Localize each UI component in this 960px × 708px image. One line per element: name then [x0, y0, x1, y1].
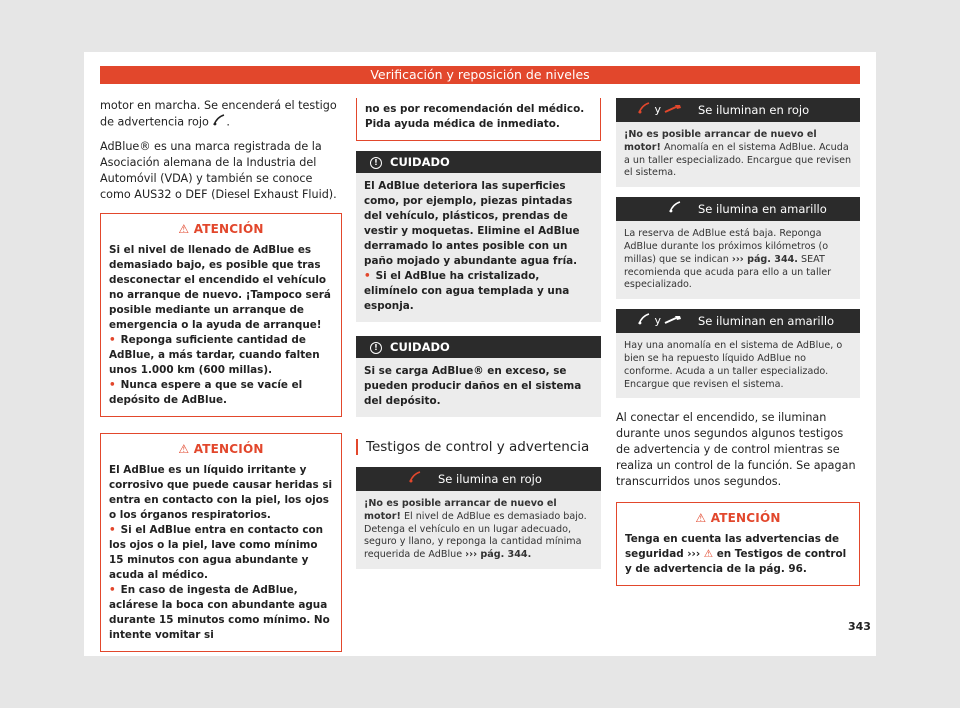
lamp-header: Se ilumina en amarillo: [616, 197, 860, 221]
lamp-header: y Se iluminan en amarillo: [616, 309, 860, 333]
paragraph: Al conectar el encendido, se iluminan durante unos segundos algunos testigos de advertencia y de control mientras se realiza un control de la función. Se apagan transcurridos unos segundos.: [616, 411, 856, 489]
lamp-header: y Se iluminan en rojo: [616, 98, 860, 122]
warning-text: Tenga en cuenta las advertencias de seguridad ››› ⚠ en Testigos de control y de advertencia de la pág. 96.: [625, 533, 847, 576]
caution-bullet: • Si el AdBlue ha cristalizado, elimínelo con agua templada y una esponja.: [364, 269, 593, 314]
caution-box: [356, 336, 601, 417]
column-3: [616, 98, 860, 586]
wrench-red-icon: [664, 98, 682, 122]
warning-bullet: • Nunca espere a que se vacíe el depósito de AdBlue.: [109, 378, 333, 408]
warning-title: ⚠ ATENCIÓN: [695, 511, 781, 526]
warning-icon: ⚠: [695, 511, 707, 526]
lamp-box: y Se iluminan en amarillo Hay una anomalía en el sistema de AdBlue, o bien se ha repuesto líquido AdBlue no conforme. Acuda a un taller especializado. Encargue que revisen el sistema.: [616, 309, 860, 398]
page-header: Verificación y reposición de niveles: [100, 66, 860, 84]
warning-bullet: • Si el AdBlue entra en contacto con los ojos o la piel, lave como mínimo 15 minutos con agua abundante y acuda al médico.: [109, 523, 333, 583]
warning-text: Si el nivel de llenado de AdBlue es demasiado bajo, es posible que tras desconectar el encendido el vehículo no arranque de nuevo. ¡Tampoco será posible mediante un arranque de emergencia o la ayuda de arranque!: [109, 244, 331, 331]
lamp-box: y Se iluminan en rojo ¡No es posible arrancar de nuevo el motor! Anomalía en el sistema AdBlue. Acuda a un taller especializado. Encargue que revisen el sistema.: [616, 98, 860, 187]
lamp-box: Se ilumina en rojo ¡No es posible arrancar de nuevo el motor! El nivel de AdBlue es demasiado bajo. Detenga el vehículo en un lugar adecuado, seguro y llano, y reponga la cantidad mínima requerida de AdBlue ››› pág. 344.: [356, 467, 601, 569]
caution-header: ! CUIDADO: [356, 151, 601, 173]
caution-text: El AdBlue deteriora las superficies como, por ejemplo, piezas pintadas del vehículo, plásticos, prendas de vestir y moquetas. Elimine el AdBlue derramado lo antes posible con un paño mojado y abundante agua fría.: [364, 180, 580, 267]
column-1: [100, 98, 342, 652]
warning-title: ⚠ ATENCIÓN: [178, 442, 264, 456]
wrench-yellow-icon: [664, 309, 682, 333]
warning-box: [100, 433, 342, 652]
warning-title: ⚠ ATENCIÓN: [178, 222, 264, 236]
section-title: Testigos de control y advertencia: [356, 439, 601, 455]
caution-header: ! CUIDADO: [356, 336, 601, 358]
adblue-icon: [212, 114, 226, 131]
paragraph: AdBlue® es una marca registrada de la Asociación alemana de la Industria del Automóvil (VDA) y también se conoce como AUS32 o DEF (Diesel Exhaust Fluid).: [100, 140, 337, 201]
warning-bullet: • En caso de ingesta de AdBlue, aclárese la boca con abundante agua durante 15 minutos como mínimo. No intente vomitar si: [109, 583, 333, 643]
page-number: 343: [848, 620, 871, 633]
warning-icon: ⚠: [703, 548, 714, 561]
info-icon: !: [370, 157, 382, 169]
warning-box: [100, 213, 342, 417]
caution-text: Si se carga AdBlue® en exceso, se pueden producir daños en el sistema del depósito.: [364, 365, 582, 407]
lamp-box: Se ilumina en amarillo La reserva de AdBlue está baja. Reponga AdBlue durante los próximos kilómetros (o millas) que se indican ››› pág. 344. SEAT recomienda que acuda para ello a un taller especializado.: [616, 197, 860, 299]
warning-text: El AdBlue es un líquido irritante y corrosivo que puede causar heridas si entra en contacto con la piel, los ojos o los órganos respiratorios.: [109, 464, 333, 521]
adblue-yellow-icon: [668, 197, 682, 221]
warning-icon: ⚠: [178, 442, 190, 456]
warning-text: no es por recomendación del médico. Pida ayuda médica de inmediato.: [365, 103, 585, 130]
warning-box: [616, 502, 860, 586]
warning-box-continued: [356, 98, 601, 141]
caution-box: [356, 151, 601, 322]
adblue-red-icon: [637, 98, 651, 122]
info-icon: !: [370, 342, 382, 354]
adblue-yellow-icon: [637, 309, 651, 333]
lamp-header: Se ilumina en rojo: [356, 467, 601, 491]
adblue-red-icon: [408, 467, 422, 491]
paragraph: motor en marcha. Se encenderá el testigo de advertencia rojo .: [100, 98, 342, 131]
warning-bullet: • Reponga suficiente cantidad de AdBlue, a más tardar, cuando falten unos 1.000 km (600 millas).: [109, 333, 333, 378]
column-2: [356, 98, 601, 579]
warning-icon: ⚠: [178, 222, 190, 236]
